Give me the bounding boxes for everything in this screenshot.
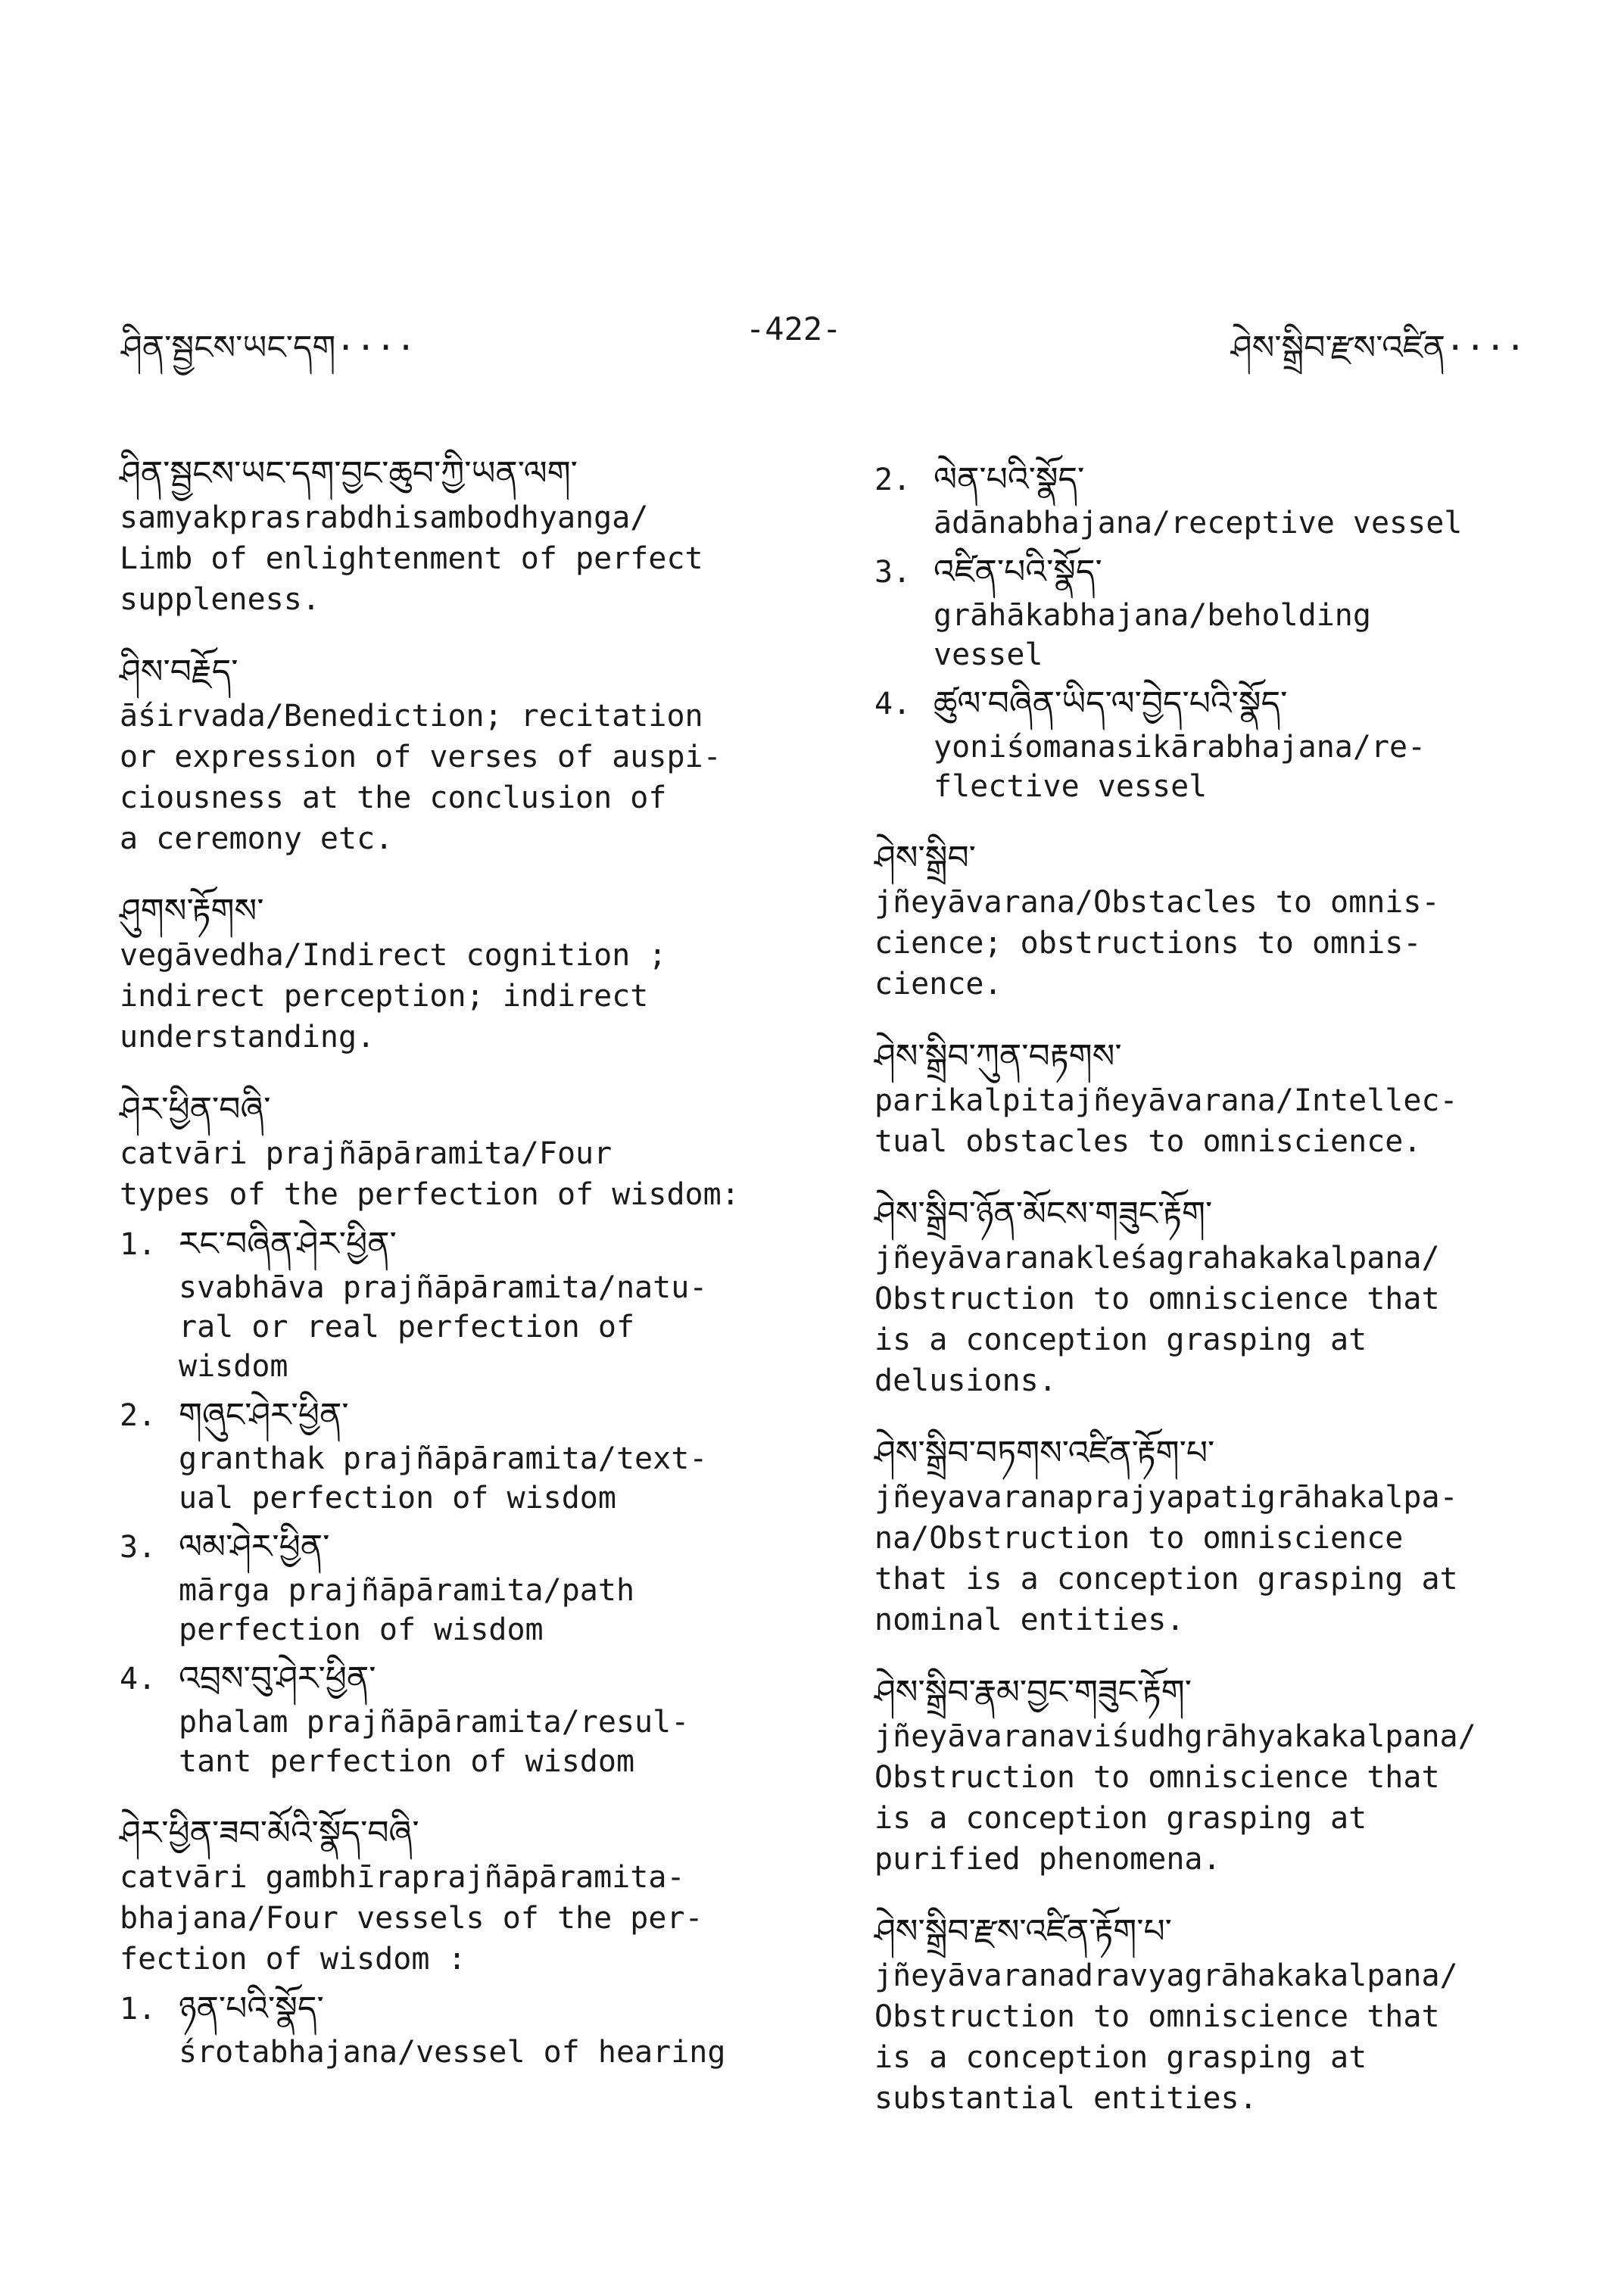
left-column: [120, 450, 801, 2101]
tibetan-headword: ཤིན་སྦྱངས་ཡང་དག་བྱང་ཆུབ་ཀྱི་ཡན་ལག་: [120, 454, 578, 493]
dictionary-entry: [874, 835, 1586, 1005]
subentry-text-line: perfection of wisdom: [179, 1612, 544, 1647]
entry-text-line: jñeyāvaranaviśudhgrāhyakakalpana/: [874, 1719, 1476, 1754]
tibetan-subheadword: ལེན་པའི་སྣོད་: [934, 460, 1085, 499]
numbered-subentry: [120, 1524, 801, 1650]
entry-text-line: jñeyāvarana/Obstacles to omnis-: [874, 885, 1440, 920]
entry-text-line: āśirvada/Benediction; recitation: [120, 699, 703, 734]
subentry-text-line: ual perfection of wisdom: [179, 1481, 616, 1516]
entry-text-line: understanding.: [120, 1020, 376, 1055]
entry-text-line: is a conception grasping at: [874, 2040, 1367, 2075]
tibetan-subheadword: གཞུང་ཤེར་ཕྱིན་: [179, 1396, 349, 1435]
tibetan-subheadword: རང་བཞིན་ཤེར་ཕྱིན་: [179, 1225, 397, 1263]
entry-text-line: Obstruction to omniscience that: [874, 1760, 1440, 1795]
dictionary-entry: [120, 649, 801, 859]
dictionary-entry: [120, 1086, 801, 1781]
subentry-number: 4.: [120, 1662, 157, 1696]
entry-text-line: fection of wisdom :: [120, 1942, 466, 1977]
tibetan-headword: ཤེས་སྒྲིབ་རྣམ་བྱང་གཟུང་རྟོག་: [874, 1673, 1192, 1712]
tibetan-headword: ཤིས་བརྗོད་: [120, 653, 238, 691]
entry-text-line: that is a conception grasping at: [874, 1562, 1458, 1597]
subentry-body: [179, 1392, 801, 1518]
numbered-subentry: [874, 549, 1586, 675]
tibetan-subheadword: འབྲས་བུ་ཤེར་ཕྱིན་: [179, 1659, 376, 1698]
dictionary-entry: [120, 450, 801, 620]
subentry-body: [179, 1221, 801, 1386]
subentry-text-line: granthak prajñāpāramita/text-: [179, 1441, 708, 1476]
dictionary-entry: [120, 888, 801, 1058]
subentry-body: [179, 1524, 801, 1650]
running-head-right: ཤེས་སྒྲིབ་རྫས་འཛིན····: [1230, 329, 1526, 367]
tibetan-subheadword: ཚུལ་བཞིན་ཡིད་ལ་བྱེད་པའི་སྣོད་: [934, 684, 1288, 723]
entry-text-line: jñeyavaranaprajyapatigrāhakalpa-: [874, 1480, 1458, 1515]
subentry-number: 2.: [874, 463, 912, 497]
subentry-body: [934, 681, 1586, 806]
tibetan-headword: ཤེས་སྒྲིབ་ཀུན་བརྟགས་: [874, 1037, 1122, 1076]
subentry-number: 1.: [120, 1227, 157, 1262]
entry-text-line: jñeyāvaranakleśagrahakakalpana/: [874, 1241, 1440, 1276]
dictionary-entry: [874, 1033, 1586, 1162]
entry-text-line: indirect perception; indirect: [120, 979, 649, 1014]
subentry-text-line: svabhāva prajñāpāramita/natu-: [179, 1270, 708, 1305]
tibetan-headword: ཤུགས་རྟོགས་: [120, 892, 264, 930]
entry-text-line: vegāvedha/Indirect cognition ;: [120, 938, 667, 973]
entry-text-line: parikalpitajñeyāvarana/Intellec-: [874, 1083, 1458, 1118]
numbered-subentry: [120, 1392, 801, 1518]
page-number: -422-: [746, 310, 842, 347]
entry-text-line: or expression of verses of auspi-: [120, 740, 722, 774]
entry-text-line: cience.: [874, 967, 1002, 1002]
entry-text-line: substantial entities.: [874, 2081, 1258, 2116]
subentry-text-line: tant perfection of wisdom: [179, 1744, 635, 1779]
subentry-text-line: flective vessel: [934, 769, 1208, 804]
subentry-body: [934, 549, 1586, 675]
entry-text-line: Obstruction to omniscience that: [874, 1282, 1440, 1316]
entry-text-line: bhajana/Four vessels of the per-: [120, 1901, 703, 1936]
entry-text-line: is a conception grasping at: [874, 1323, 1367, 1357]
entry-text-line: catvāri gambhīraprajñāpāramita-: [120, 1860, 685, 1895]
subentry-body: [179, 1656, 801, 1781]
subentry-text-line: śrotabhajana/vessel of hearing: [179, 2035, 726, 2070]
subentry-text-line: ral or real perfection of: [179, 1310, 635, 1344]
entry-text-line: samyakprasrabdhisambodhyanga/: [120, 500, 649, 535]
subentry-number: 3.: [120, 1530, 157, 1565]
numbered-subentry: [120, 1986, 801, 2072]
numbered-subentry: [120, 1656, 801, 1781]
numbered-subentry: [120, 1221, 801, 1386]
subentry-text-line: mārga prajñāpāramita/path: [179, 1573, 635, 1608]
right-column: [874, 450, 1586, 2148]
tibetan-headword: ཤེར་ཕྱིན་བཞི་: [120, 1090, 271, 1129]
subentry-text-line: wisdom: [179, 1349, 288, 1384]
entry-text-line: is a conception grasping at: [874, 1801, 1367, 1836]
entry-text-line: Limb of enlightenment of perfect: [120, 541, 703, 576]
tibetan-headword: ཤེས་སྒྲིབ་ཉོན་མོངས་གཟུང་རྟོག་: [874, 1195, 1213, 1233]
dictionary-entry: [874, 1908, 1586, 2119]
entry-text-line: catvāri prajñāpāramita/Four: [120, 1136, 613, 1171]
subentry-body: [934, 456, 1586, 543]
entry-text-line: purified phenomena.: [874, 1842, 1221, 1877]
tibetan-subheadword: ཉན་པའི་སྣོད་: [179, 1989, 324, 2028]
dictionary-entry: [874, 456, 1586, 806]
tibetan-headword: ཤེས་སྒྲིབ་བཏགས་འཛིན་རྟོག་པ་: [874, 1434, 1215, 1472]
entry-text-line: tual obstacles to omniscience.: [874, 1124, 1422, 1159]
entry-text-line: nominal entities.: [874, 1603, 1185, 1637]
tibetan-headword: ཤེས་སྒྲིབ་རྫས་འཛིན་རྟོག་པ་: [874, 1912, 1172, 1951]
entry-text-line: jñeyāvaranadravyagrāhakakalpana/: [874, 1958, 1458, 1993]
subentry-number: 2.: [120, 1398, 157, 1433]
entry-text-line: cience; obstructions to omnis-: [874, 926, 1422, 961]
dictionary-entry: [874, 1191, 1586, 1401]
entry-text-line: na/Obstruction to omniscience: [874, 1521, 1404, 1556]
entry-text-line: delusions.: [874, 1363, 1057, 1398]
subentry-text-line: grāhākabhajana/beholding: [934, 598, 1371, 633]
subentry-text-line: yoniśomanasikārabhajana/re-: [934, 730, 1426, 765]
subentry-body: [179, 1986, 801, 2072]
tibetan-headword: ཤེས་སྒྲིབ་: [874, 839, 976, 877]
subentry-number: 1.: [120, 1992, 157, 2027]
dictionary-entry: [874, 1669, 1586, 1880]
tibetan-subheadword: འཛིན་པའི་སྣོད་: [934, 553, 1102, 591]
numbered-subentry: [874, 681, 1586, 806]
entry-text-line: a ceremony etc.: [120, 821, 394, 856]
entry-text-line: types of the perfection of wisdom:: [120, 1177, 740, 1212]
subentry-number: 3.: [874, 555, 912, 590]
running-head-left: ཤིན་སྦྱངས་ཡང་དག····: [121, 329, 416, 367]
subentry-text-line: phalam prajñāpāramita/resul-: [179, 1705, 690, 1740]
subentry-text-line: vessel: [934, 637, 1043, 672]
dictionary-entry: [120, 1810, 801, 2072]
entry-text-line: suppleness.: [120, 582, 320, 617]
subentry-text-line: ādānabhajana/receptive vessel: [934, 506, 1463, 541]
numbered-subentry: [874, 456, 1586, 543]
entry-text-line: ciousness at the conclusion of: [120, 780, 667, 815]
subentry-number: 4.: [874, 687, 912, 721]
tibetan-headword: ཤེར་ཕྱིན་ཟབ་མོའི་སྣོད་བཞི་: [120, 1814, 419, 1852]
entry-text-line: Obstruction to omniscience that: [874, 1999, 1440, 2034]
dictionary-entry: [874, 1430, 1586, 1640]
tibetan-subheadword: ལམ་ཤེར་ཕྱིན་: [179, 1528, 330, 1566]
